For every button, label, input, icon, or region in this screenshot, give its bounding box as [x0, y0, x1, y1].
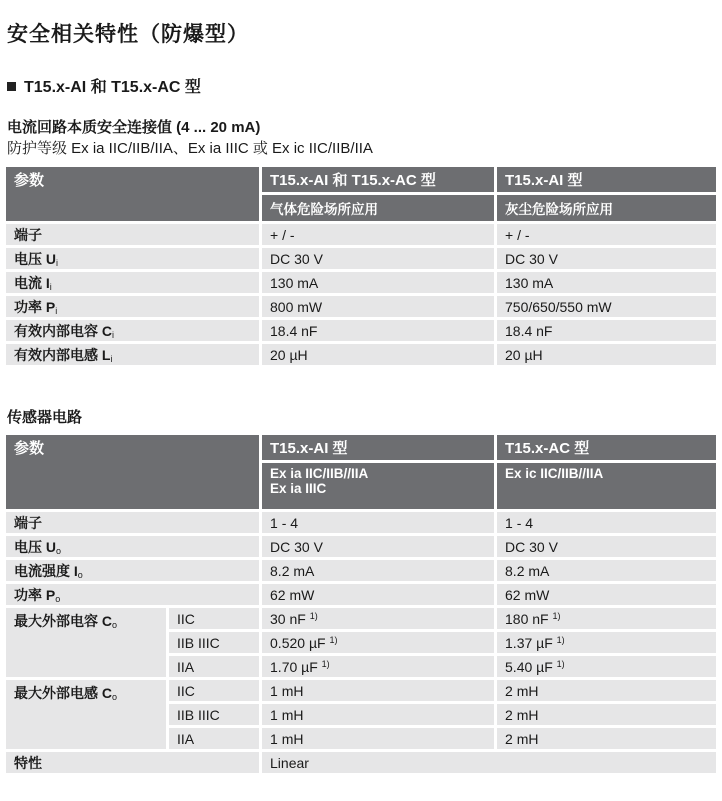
- header-col1-sub: 气体危险场所应用: [262, 195, 494, 221]
- row-label: [6, 344, 259, 365]
- value-col1: 18.4 nF: [262, 320, 494, 341]
- label-text: 电压 U: [14, 250, 56, 267]
- row-label: [6, 680, 166, 749]
- row-label: [6, 512, 259, 533]
- value-v1: [262, 608, 494, 629]
- table-row: [6, 680, 716, 701]
- value-v1: [262, 680, 494, 701]
- value-v2: [497, 680, 716, 701]
- table-row: [6, 584, 716, 605]
- label-subscript: i: [110, 353, 113, 364]
- value-text: 2 mH: [505, 706, 539, 723]
- row-label: [6, 560, 259, 581]
- row-label: [6, 248, 259, 269]
- gas-group: IIC: [169, 608, 259, 629]
- value-col2: 130 mA: [497, 272, 716, 293]
- row-label: [6, 536, 259, 557]
- value-text: 1.37 µF: [505, 634, 553, 651]
- page-title: 安全相关特性（防爆型）: [7, 23, 249, 46]
- table-row: [6, 344, 716, 365]
- header-col2-sub: Ex ic IIC/IIB//IIA: [497, 463, 716, 509]
- row-label: [6, 320, 259, 341]
- footnote-mark: 1): [329, 634, 338, 645]
- protection-line-2: Ex ia IIIC: [270, 481, 327, 496]
- value-v2: [497, 656, 716, 677]
- header-col1: T15.x-AI 型: [262, 435, 494, 460]
- value-text: 1 mH: [270, 730, 304, 747]
- value-col1: 800 mW: [262, 296, 494, 317]
- label-text: 功率 P: [14, 586, 56, 603]
- value-v2: [497, 704, 716, 725]
- value-text: 180 nF: [505, 610, 549, 627]
- row-label: [6, 224, 259, 245]
- value-col1: 8.2 mA: [262, 560, 494, 581]
- value-v1: [262, 704, 494, 725]
- gas-group: IIB IIIC: [169, 704, 259, 725]
- value-text: 1.70 µF: [270, 658, 318, 675]
- label-subscript: o: [112, 692, 118, 702]
- footnote-mark: 1): [321, 658, 330, 669]
- table-row: [6, 536, 716, 557]
- label-subscript: i: [112, 329, 114, 340]
- header-col2: T15.x-AC 型: [497, 435, 716, 460]
- value-v1: [262, 656, 494, 677]
- value-v2: [497, 728, 716, 749]
- table-row: [6, 224, 716, 245]
- value-col2: DC 30 V: [497, 536, 716, 557]
- value-characteristic: Linear: [262, 752, 716, 773]
- value-col1: 1 - 4: [262, 512, 494, 533]
- label-text: 电流强度 I: [14, 562, 78, 579]
- header-col1: T15.x-AI 和 T15.x-AC 型: [262, 167, 494, 192]
- value-v1: [262, 632, 494, 653]
- value-col1: 62 mW: [262, 584, 494, 605]
- label-text: 电压 U: [14, 538, 56, 555]
- gas-group: IIA: [169, 728, 259, 749]
- label-text: 最大外部电容 C: [14, 613, 112, 629]
- value-col2: + / -: [497, 224, 716, 245]
- row-label: 特性: [6, 752, 259, 773]
- label-subscript: i: [49, 281, 52, 292]
- value-col1: 20 µH: [262, 344, 494, 365]
- label-subscript: o: [55, 593, 61, 604]
- label-text: 最大外部电感 C: [14, 685, 112, 701]
- table-row: [6, 320, 716, 341]
- value-text: 1 mH: [270, 682, 304, 699]
- footnote-mark: 1): [309, 610, 318, 621]
- header-col2-sub: 灰尘危险场所应用: [497, 195, 716, 221]
- row-label: [6, 272, 259, 293]
- protection-line-1: Ex ia IIC/IIB//IIA: [270, 466, 369, 481]
- value-text: 30 nF: [270, 610, 306, 627]
- value-text: 5.40 µF: [505, 658, 553, 675]
- label-text: 端子: [14, 514, 42, 531]
- value-col1: + / -: [262, 224, 494, 245]
- value-text: 2 mH: [505, 682, 539, 699]
- footnote-mark: 1): [556, 658, 565, 669]
- header-param: 参数: [6, 435, 259, 509]
- label-text: 端子: [14, 226, 42, 243]
- table-intrinsic-safety: [3, 164, 719, 368]
- table-row: [6, 272, 716, 293]
- table-row: [6, 296, 716, 317]
- gas-group: IIA: [169, 656, 259, 677]
- value-text: 1 mH: [270, 706, 304, 723]
- footnote-mark: 1): [552, 610, 561, 621]
- value-col2: 8.2 mA: [497, 560, 716, 581]
- value-v2: [497, 632, 716, 653]
- section-label: T15.x-AI 和 T15.x-AC 型: [24, 79, 201, 96]
- table-row: [6, 512, 716, 533]
- table-row: [6, 560, 716, 581]
- section-title: [7, 74, 201, 97]
- table-sensor-circuit: [3, 432, 719, 776]
- protection-class: 防护等级 Ex ia IIC/IIB/IIA、Ex ia IIIC 或 Ex ic IIC/IIB/IIA: [7, 140, 373, 157]
- label-subscript: o: [77, 569, 83, 580]
- value-col2: 20 µH: [497, 344, 716, 365]
- value-v1: [262, 728, 494, 749]
- value-text: 0.520 µF: [270, 634, 326, 651]
- label-text: 有效内部电容 C: [14, 322, 112, 339]
- value-col2: DC 30 V: [497, 248, 716, 269]
- table1-heading: 电流回路本质安全连接值 (4 ... 20 mA): [7, 119, 261, 136]
- header-col2: T15.x-AI 型: [497, 167, 716, 192]
- header-param: 参数: [6, 167, 259, 221]
- value-col1: 130 mA: [262, 272, 494, 293]
- value-v2: [497, 608, 716, 629]
- value-col2: 1 - 4: [497, 512, 716, 533]
- row-label: [6, 608, 166, 677]
- table-row: [6, 752, 716, 773]
- value-col1: DC 30 V: [262, 248, 494, 269]
- value-col1: DC 30 V: [262, 536, 494, 557]
- value-text: 2 mH: [505, 730, 539, 747]
- row-label: [6, 296, 259, 317]
- footnote-mark: 1): [556, 634, 565, 645]
- gas-group: IIB IIIC: [169, 632, 259, 653]
- table-row: [6, 608, 716, 629]
- value-col2: 62 mW: [497, 584, 716, 605]
- label-text: 有效内部电感 L: [14, 346, 111, 363]
- table2-heading: 传感器电路: [7, 409, 83, 426]
- label-subscript: o: [56, 545, 62, 556]
- label-subscript: o: [112, 620, 118, 630]
- label-subscript: i: [55, 305, 58, 316]
- value-col2: 750/650/550 mW: [497, 296, 716, 317]
- table-row: [6, 248, 716, 269]
- label-text: 电流 I: [14, 274, 50, 291]
- value-col2: 18.4 nF: [497, 320, 716, 341]
- row-label: [6, 584, 259, 605]
- label-text: 功率 P: [14, 298, 56, 315]
- label-subscript: i: [56, 257, 58, 268]
- gas-group: IIC: [169, 680, 259, 701]
- square-bullet-icon: [7, 82, 16, 91]
- header-col1-sub: [262, 463, 494, 509]
